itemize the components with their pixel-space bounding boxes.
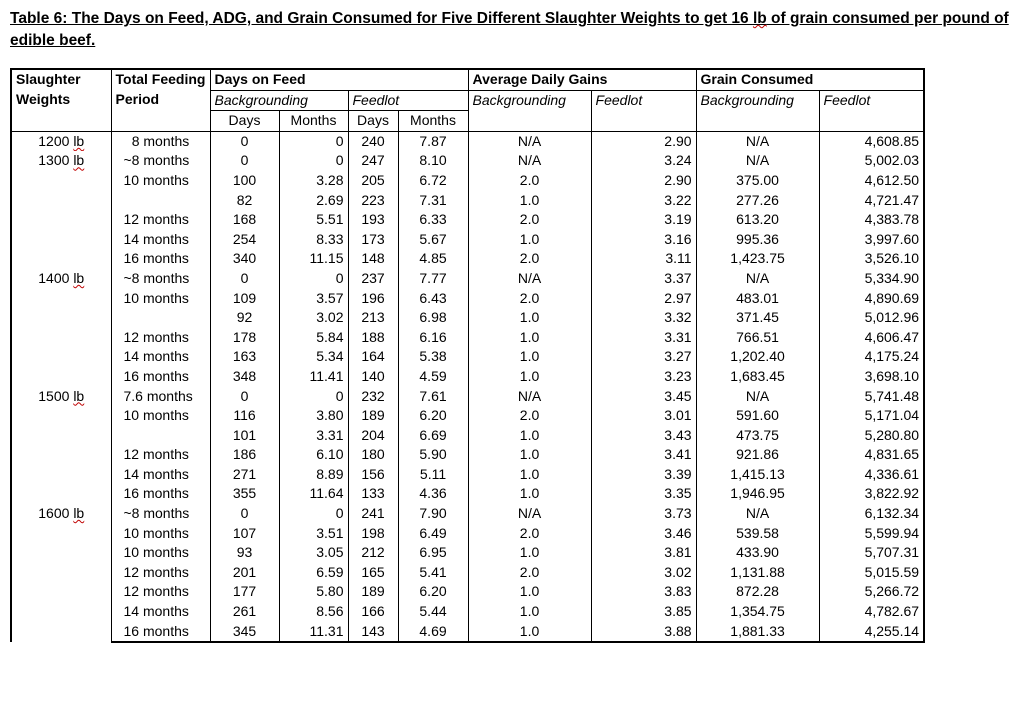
feeding-period-cell — [111, 308, 210, 328]
adg-fl-cell: 2.90 — [591, 171, 696, 191]
adg-fl-cell: 3.45 — [591, 387, 696, 407]
adg-fl-cell: 3.81 — [591, 543, 696, 563]
feeding-period-cell: ~8 months — [111, 151, 210, 171]
bg-months-cell: 11.15 — [279, 249, 348, 269]
weight-value: 1400 — [38, 269, 70, 286]
fl-days-cell: 133 — [348, 484, 398, 504]
feeding-period-cell: 14 months — [111, 602, 210, 622]
grain-fl-cell: 3,698.10 — [819, 367, 924, 387]
grain-bg-cell: N/A — [696, 151, 819, 171]
adg-bg-cell: N/A — [468, 387, 591, 407]
fl-days-cell: 193 — [348, 210, 398, 230]
feeding-period-cell: 12 months — [111, 210, 210, 230]
header-dof-backgrounding: Backgrounding — [210, 90, 348, 111]
grain-bg-cell: 371.45 — [696, 308, 819, 328]
grain-bg-cell: N/A — [696, 504, 819, 524]
adg-fl-cell: 3.85 — [591, 602, 696, 622]
feeding-period-cell: 10 months — [111, 171, 210, 191]
adg-bg-cell: 1.0 — [468, 602, 591, 622]
bg-days-cell: 348 — [210, 367, 279, 387]
adg-fl-cell: 3.46 — [591, 524, 696, 544]
adg-bg-cell: N/A — [468, 131, 591, 151]
table-row — [11, 328, 924, 348]
fl-months-cell: 5.67 — [398, 230, 468, 250]
bg-days-cell: 345 — [210, 622, 279, 643]
weight-unit: lb — [73, 505, 85, 522]
fl-days-cell: 196 — [348, 289, 398, 309]
adg-bg-cell: 2.0 — [468, 563, 591, 583]
bg-days-cell: 0 — [210, 269, 279, 289]
bg-days-cell: 116 — [210, 406, 279, 426]
weight-unit: lb — [73, 387, 85, 404]
grain-fl-cell: 3,822.92 — [819, 484, 924, 504]
adg-fl-cell: 3.43 — [591, 426, 696, 446]
grain-fl-cell: 4,606.47 — [819, 328, 924, 348]
bg-days-cell: 271 — [210, 465, 279, 485]
adg-bg-cell: 1.0 — [468, 328, 591, 348]
bg-days-cell: 0 — [210, 151, 279, 171]
table-row — [11, 524, 924, 544]
adg-bg-cell: 1.0 — [468, 191, 591, 211]
feeding-period-cell: 12 months — [111, 445, 210, 465]
adg-fl-cell: 3.24 — [591, 151, 696, 171]
fl-months-cell: 5.38 — [398, 347, 468, 367]
bg-months-cell: 5.80 — [279, 582, 348, 602]
header-grain-consumed: Grain Consumed — [696, 69, 924, 90]
slaughter-weight-cell — [11, 131, 111, 151]
caption-unit: lb — [752, 10, 767, 27]
fl-days-cell: 204 — [348, 426, 398, 446]
fl-months-cell: 6.72 — [398, 171, 468, 191]
grain-bg-cell: 591.60 — [696, 406, 819, 426]
fl-months-cell: 4.69 — [398, 622, 468, 643]
header-adg-feedlot: Feedlot — [591, 90, 696, 131]
bg-months-cell: 3.05 — [279, 543, 348, 563]
grain-bg-cell: 1,415.13 — [696, 465, 819, 485]
slaughter-weight-cell — [11, 269, 111, 387]
table-row — [11, 387, 924, 407]
fl-days-cell: 156 — [348, 465, 398, 485]
feeding-period-cell: ~8 months — [111, 269, 210, 289]
adg-fl-cell: 3.35 — [591, 484, 696, 504]
grain-bg-cell: 1,881.33 — [696, 622, 819, 643]
fl-months-cell: 5.44 — [398, 602, 468, 622]
grain-fl-cell: 4,336.61 — [819, 465, 924, 485]
weight-unit: lb — [73, 152, 85, 169]
grain-bg-cell: 1,354.75 — [696, 602, 819, 622]
bg-days-cell: 340 — [210, 249, 279, 269]
slaughter-weight-cell — [11, 504, 111, 642]
adg-bg-cell: 1.0 — [468, 622, 591, 643]
header-average-daily-gains: Average Daily Gains — [468, 69, 696, 90]
grain-bg-cell: 1,946.95 — [696, 484, 819, 504]
fl-days-cell: 164 — [348, 347, 398, 367]
adg-bg-cell: 1.0 — [468, 484, 591, 504]
table-row — [11, 445, 924, 465]
grain-bg-cell: 483.01 — [696, 289, 819, 309]
bg-days-cell: 0 — [210, 131, 279, 151]
adg-bg-cell: 2.0 — [468, 524, 591, 544]
fl-days-cell: 148 — [348, 249, 398, 269]
bg-months-cell: 0 — [279, 387, 348, 407]
header-grain-feedlot: Feedlot — [819, 90, 924, 131]
header-bg-months: Months — [279, 111, 348, 132]
table-row — [11, 543, 924, 563]
feed-table — [10, 68, 925, 643]
fl-days-cell: 173 — [348, 230, 398, 250]
bg-days-cell: 107 — [210, 524, 279, 544]
feeding-period-cell: 12 months — [111, 582, 210, 602]
feeding-period-cell: ~8 months — [111, 504, 210, 524]
feeding-period-cell: 12 months — [111, 328, 210, 348]
grain-bg-cell: 995.36 — [696, 230, 819, 250]
adg-bg-cell: 1.0 — [468, 465, 591, 485]
bg-months-cell: 0 — [279, 269, 348, 289]
feeding-period-cell: 16 months — [111, 484, 210, 504]
fl-months-cell: 6.20 — [398, 582, 468, 602]
weight-value: 1500 — [38, 387, 70, 404]
adg-fl-cell: 3.32 — [591, 308, 696, 328]
bg-days-cell: 254 — [210, 230, 279, 250]
fl-days-cell: 223 — [348, 191, 398, 211]
adg-bg-cell: 2.0 — [468, 406, 591, 426]
bg-months-cell: 0 — [279, 151, 348, 171]
grain-bg-cell: 433.90 — [696, 543, 819, 563]
adg-bg-cell: 1.0 — [468, 230, 591, 250]
table-row — [11, 504, 924, 524]
feeding-period-cell — [111, 191, 210, 211]
fl-days-cell: 247 — [348, 151, 398, 171]
fl-days-cell: 240 — [348, 131, 398, 151]
bg-days-cell: 201 — [210, 563, 279, 583]
adg-bg-cell: 1.0 — [468, 426, 591, 446]
fl-months-cell: 6.20 — [398, 406, 468, 426]
adg-fl-cell: 3.11 — [591, 249, 696, 269]
weight-unit: lb — [73, 269, 85, 286]
bg-days-cell: 177 — [210, 582, 279, 602]
bg-days-cell: 109 — [210, 289, 279, 309]
header-days-on-feed: Days on Feed — [210, 69, 468, 90]
table-row — [11, 171, 924, 191]
table-row — [11, 367, 924, 387]
grain-fl-cell: 3,526.10 — [819, 249, 924, 269]
header-total-feeding-period: Total Feeding Period — [111, 69, 210, 131]
table-row — [11, 131, 924, 151]
fl-months-cell: 4.59 — [398, 367, 468, 387]
grain-fl-cell: 5,266.72 — [819, 582, 924, 602]
feeding-period-cell: 8 months — [111, 131, 210, 151]
adg-fl-cell: 2.97 — [591, 289, 696, 309]
adg-fl-cell: 3.23 — [591, 367, 696, 387]
feeding-period-cell: 16 months — [111, 622, 210, 643]
table-row — [11, 426, 924, 446]
bg-months-cell: 8.89 — [279, 465, 348, 485]
grain-fl-cell: 4,255.14 — [819, 622, 924, 643]
fl-months-cell: 4.36 — [398, 484, 468, 504]
table-row — [11, 289, 924, 309]
adg-fl-cell: 3.22 — [591, 191, 696, 211]
feeding-period-cell: 10 months — [111, 289, 210, 309]
grain-fl-cell: 4,612.50 — [819, 171, 924, 191]
adg-bg-cell: N/A — [468, 269, 591, 289]
adg-bg-cell: N/A — [468, 504, 591, 524]
grain-bg-cell: 921.86 — [696, 445, 819, 465]
table-row — [11, 406, 924, 426]
table-row — [11, 563, 924, 583]
bg-days-cell: 163 — [210, 347, 279, 367]
table-row — [11, 484, 924, 504]
fl-months-cell: 6.95 — [398, 543, 468, 563]
grain-fl-cell: 4,608.85 — [819, 131, 924, 151]
fl-days-cell: 180 — [348, 445, 398, 465]
bg-days-cell: 261 — [210, 602, 279, 622]
fl-months-cell: 6.33 — [398, 210, 468, 230]
fl-months-cell: 7.77 — [398, 269, 468, 289]
feeding-period-cell: 14 months — [111, 230, 210, 250]
fl-months-cell: 7.31 — [398, 191, 468, 211]
header-adg-backgrounding: Backgrounding — [468, 90, 591, 131]
fl-months-cell: 6.98 — [398, 308, 468, 328]
caption-prefix: Table 6: The Days on Feed, ADG, and Grain Consumed for Five Different Slaughter Weights to get 16 — [10, 10, 753, 27]
adg-bg-cell: 1.0 — [468, 582, 591, 602]
feeding-period-cell: 16 months — [111, 249, 210, 269]
bg-days-cell: 186 — [210, 445, 279, 465]
grain-bg-cell: 473.75 — [696, 426, 819, 446]
fl-days-cell: 189 — [348, 406, 398, 426]
adg-bg-cell: 2.0 — [468, 249, 591, 269]
bg-days-cell: 100 — [210, 171, 279, 191]
grain-fl-cell: 5,171.04 — [819, 406, 924, 426]
fl-months-cell: 7.87 — [398, 131, 468, 151]
adg-bg-cell: N/A — [468, 151, 591, 171]
grain-fl-cell: 4,890.69 — [819, 289, 924, 309]
grain-fl-cell: 5,015.59 — [819, 563, 924, 583]
adg-fl-cell: 3.16 — [591, 230, 696, 250]
header-fl-months: Months — [398, 111, 468, 132]
grain-fl-cell: 4,175.24 — [819, 347, 924, 367]
header-fl-days: Days — [348, 111, 398, 132]
table-row — [11, 347, 924, 367]
grain-bg-cell: 375.00 — [696, 171, 819, 191]
grain-fl-cell: 3,997.60 — [819, 230, 924, 250]
fl-days-cell: 198 — [348, 524, 398, 544]
grain-bg-cell: 539.58 — [696, 524, 819, 544]
fl-months-cell: 5.90 — [398, 445, 468, 465]
bg-months-cell: 5.51 — [279, 210, 348, 230]
table-row — [11, 465, 924, 485]
bg-months-cell: 6.10 — [279, 445, 348, 465]
slaughter-weight-cell — [11, 387, 111, 505]
bg-months-cell: 0 — [279, 131, 348, 151]
adg-fl-cell: 3.88 — [591, 622, 696, 643]
table-row — [11, 308, 924, 328]
weight-unit: lb — [73, 132, 85, 149]
bg-days-cell: 0 — [210, 387, 279, 407]
bg-months-cell: 6.59 — [279, 563, 348, 583]
fl-days-cell: 232 — [348, 387, 398, 407]
fl-days-cell: 189 — [348, 582, 398, 602]
table-caption — [10, 8, 1015, 52]
grain-bg-cell: N/A — [696, 387, 819, 407]
fl-months-cell: 5.41 — [398, 563, 468, 583]
grain-fl-cell: 5,741.48 — [819, 387, 924, 407]
bg-months-cell: 2.69 — [279, 191, 348, 211]
grain-bg-cell: N/A — [696, 269, 819, 289]
grain-bg-cell: 766.51 — [696, 328, 819, 348]
grain-bg-cell: 613.20 — [696, 210, 819, 230]
bg-months-cell: 3.80 — [279, 406, 348, 426]
fl-days-cell: 140 — [348, 367, 398, 387]
grain-bg-cell: 1,202.40 — [696, 347, 819, 367]
fl-days-cell: 205 — [348, 171, 398, 191]
adg-fl-cell: 3.27 — [591, 347, 696, 367]
header-dof-feedlot: Feedlot — [348, 90, 468, 111]
adg-bg-cell: 1.0 — [468, 367, 591, 387]
fl-days-cell: 143 — [348, 622, 398, 643]
adg-bg-cell: 1.0 — [468, 347, 591, 367]
bg-days-cell: 168 — [210, 210, 279, 230]
adg-fl-cell: 2.90 — [591, 131, 696, 151]
bg-days-cell: 101 — [210, 426, 279, 446]
fl-days-cell: 166 — [348, 602, 398, 622]
weight-value: 1600 — [38, 505, 70, 522]
fl-months-cell: 6.16 — [398, 328, 468, 348]
fl-months-cell: 7.90 — [398, 504, 468, 524]
grain-fl-cell: 6,132.34 — [819, 504, 924, 524]
weight-value: 1200 — [38, 132, 70, 149]
grain-bg-cell: 1,423.75 — [696, 249, 819, 269]
fl-months-cell: 7.61 — [398, 387, 468, 407]
fl-days-cell: 188 — [348, 328, 398, 348]
grain-fl-cell: 5,334.90 — [819, 269, 924, 289]
adg-bg-cell: 1.0 — [468, 445, 591, 465]
header-slaughter-weights: Slaughter Weights — [11, 69, 111, 131]
bg-months-cell: 8.56 — [279, 602, 348, 622]
bg-months-cell: 3.57 — [279, 289, 348, 309]
feeding-period-cell: 14 months — [111, 347, 210, 367]
adg-fl-cell: 3.83 — [591, 582, 696, 602]
adg-bg-cell: 2.0 — [468, 289, 591, 309]
fl-months-cell: 6.49 — [398, 524, 468, 544]
table-row — [11, 210, 924, 230]
feeding-period-cell — [111, 426, 210, 446]
table-row — [11, 191, 924, 211]
fl-days-cell: 237 — [348, 269, 398, 289]
grain-bg-cell: 1,131.88 — [696, 563, 819, 583]
feeding-period-cell: 12 months — [111, 563, 210, 583]
bg-months-cell: 3.02 — [279, 308, 348, 328]
adg-fl-cell: 3.19 — [591, 210, 696, 230]
grain-fl-cell: 4,721.47 — [819, 191, 924, 211]
fl-days-cell: 212 — [348, 543, 398, 563]
header-row-1 — [11, 69, 924, 90]
adg-fl-cell: 3.02 — [591, 563, 696, 583]
bg-days-cell: 92 — [210, 308, 279, 328]
adg-fl-cell: 3.37 — [591, 269, 696, 289]
slaughter-weight-cell — [11, 151, 111, 269]
fl-months-cell: 5.11 — [398, 465, 468, 485]
bg-months-cell: 11.64 — [279, 484, 348, 504]
adg-bg-cell: 2.0 — [468, 171, 591, 191]
adg-fl-cell: 3.39 — [591, 465, 696, 485]
fl-months-cell: 8.10 — [398, 151, 468, 171]
bg-months-cell: 11.31 — [279, 622, 348, 643]
feeding-period-cell: 10 months — [111, 406, 210, 426]
bg-months-cell: 8.33 — [279, 230, 348, 250]
table-row — [11, 269, 924, 289]
adg-bg-cell: 2.0 — [468, 210, 591, 230]
table-row — [11, 230, 924, 250]
adg-fl-cell: 3.01 — [591, 406, 696, 426]
bg-months-cell: 3.51 — [279, 524, 348, 544]
bg-months-cell: 5.84 — [279, 328, 348, 348]
fl-months-cell: 6.43 — [398, 289, 468, 309]
bg-days-cell: 93 — [210, 543, 279, 563]
feeding-period-cell: 7.6 months — [111, 387, 210, 407]
adg-fl-cell: 3.73 — [591, 504, 696, 524]
feeding-period-cell: 10 months — [111, 543, 210, 563]
table-row — [11, 622, 924, 643]
adg-bg-cell: 1.0 — [468, 308, 591, 328]
grain-bg-cell: 277.26 — [696, 191, 819, 211]
grain-bg-cell: 1,683.45 — [696, 367, 819, 387]
fl-days-cell: 241 — [348, 504, 398, 524]
grain-bg-cell: N/A — [696, 131, 819, 151]
feeding-period-cell: 14 months — [111, 465, 210, 485]
table-row — [11, 602, 924, 622]
grain-fl-cell: 4,831.65 — [819, 445, 924, 465]
bg-days-cell: 355 — [210, 484, 279, 504]
grain-fl-cell: 4,782.67 — [819, 602, 924, 622]
bg-months-cell: 5.34 — [279, 347, 348, 367]
grain-fl-cell: 5,707.31 — [819, 543, 924, 563]
adg-fl-cell: 3.31 — [591, 328, 696, 348]
feeding-period-cell: 10 months — [111, 524, 210, 544]
bg-days-cell: 178 — [210, 328, 279, 348]
grain-fl-cell: 5,599.94 — [819, 524, 924, 544]
header-bg-days: Days — [210, 111, 279, 132]
bg-months-cell: 11.41 — [279, 367, 348, 387]
bg-months-cell: 0 — [279, 504, 348, 524]
grain-fl-cell: 4,383.78 — [819, 210, 924, 230]
fl-months-cell: 6.69 — [398, 426, 468, 446]
table-row — [11, 249, 924, 269]
bg-days-cell: 0 — [210, 504, 279, 524]
weight-value: 1300 — [38, 152, 70, 169]
fl-months-cell: 4.85 — [398, 249, 468, 269]
grain-bg-cell: 872.28 — [696, 582, 819, 602]
grain-fl-cell: 5,002.03 — [819, 151, 924, 171]
bg-months-cell: 3.28 — [279, 171, 348, 191]
table-row — [11, 582, 924, 602]
caption-suffix: of grain consumed per pound of edible beef. — [10, 10, 1009, 49]
bg-days-cell: 82 — [210, 191, 279, 211]
adg-fl-cell: 3.41 — [591, 445, 696, 465]
adg-bg-cell: 1.0 — [468, 543, 591, 563]
grain-fl-cell: 5,012.96 — [819, 308, 924, 328]
header-grain-backgrounding: Backgrounding — [696, 90, 819, 131]
fl-days-cell: 213 — [348, 308, 398, 328]
feeding-period-cell: 16 months — [111, 367, 210, 387]
fl-days-cell: 165 — [348, 563, 398, 583]
table-row — [11, 151, 924, 171]
grain-fl-cell: 5,280.80 — [819, 426, 924, 446]
bg-months-cell: 3.31 — [279, 426, 348, 446]
